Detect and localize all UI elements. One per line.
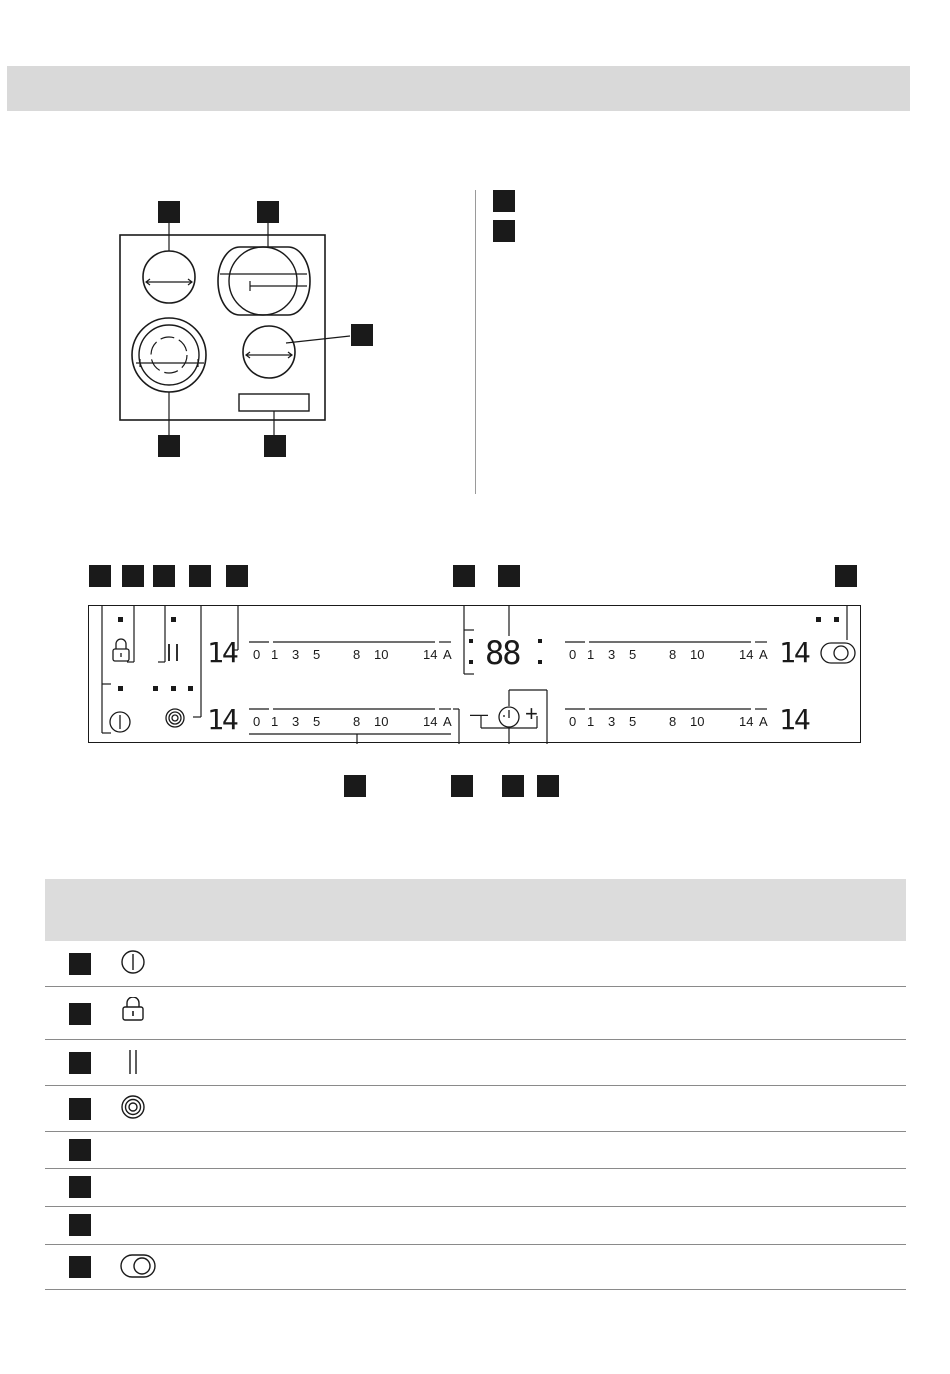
power-level-label[interactable]: 5 [629,714,637,729]
row-marker [69,1139,91,1161]
lock-icon [113,639,129,661]
row-marker [69,1052,91,1074]
power-level-label[interactable]: 14 [739,647,754,662]
power-level-label[interactable]: 8 [353,647,361,662]
power-level-label[interactable]: 1 [587,647,595,662]
power-level-label[interactable]: 5 [313,647,321,662]
power-level-label[interactable]: 0 [253,714,261,729]
power-level-label[interactable]: 10 [374,714,389,729]
power-scale-front-left[interactable] [253,647,453,663]
pause-icon [120,1048,146,1076]
power-level-label[interactable]: 10 [374,647,389,662]
callout-marker [158,201,180,223]
table-row [45,1086,906,1132]
cooking-zone-oval [218,223,310,315]
zone-display-front-right: 14 [779,636,809,669]
callout-marker [153,565,175,587]
callout-marker [122,565,144,587]
row-marker [69,953,91,975]
power-level-label[interactable]: 14 [739,714,754,729]
row-marker [69,1098,91,1120]
power-level-label[interactable]: 14 [423,647,438,662]
table-row [45,1040,906,1086]
zone-display-rear-right: 14 [779,703,809,736]
lock-icon [120,997,146,1023]
power-level-label[interactable]: 10 [690,714,705,729]
power-scale-rear-right[interactable] [569,714,769,730]
legend-marker [493,220,515,242]
power-level-label[interactable]: A [759,647,768,662]
power-level-label[interactable]: A [443,714,452,729]
power-level-label[interactable]: 0 [569,647,577,662]
row-marker [69,1214,91,1236]
timer-minus-button[interactable]: — [470,704,488,724]
callout-marker [344,775,366,797]
legend-marker [493,190,515,212]
callout-marker [351,324,373,346]
callout-marker [189,565,211,587]
cooking-zone-double [132,318,206,435]
callout-marker [453,565,475,587]
power-level-label[interactable]: 8 [669,647,677,662]
table-row [45,941,906,987]
power-level-label[interactable]: 3 [292,714,300,729]
callout-marker [264,435,286,457]
power-level-label[interactable]: 1 [271,647,279,662]
power-level-label[interactable]: A [759,714,768,729]
table-row [45,987,906,1040]
zone-display-front-left: 14 [207,636,237,669]
power-scale-front-right[interactable] [569,647,769,663]
cooking-zone-rear-right [243,326,350,378]
bridge-zone-icon [120,1094,146,1120]
power-level-label[interactable]: 3 [608,647,616,662]
callout-marker [537,775,559,797]
timer-display: 88 [485,634,520,672]
table-row [45,1132,906,1169]
power-icon [120,949,146,975]
callout-marker [158,435,180,457]
timer-plus-button[interactable]: + [525,701,538,726]
table-row [45,1207,906,1245]
column-divider [475,190,476,494]
table-row [45,1169,906,1207]
zone-display-rear-left: 14 [207,703,237,736]
table-header [45,879,906,941]
control-panel [88,605,861,743]
power-scale-rear-left[interactable] [253,714,453,730]
power-level-label[interactable]: 1 [271,714,279,729]
table-row [45,1245,906,1290]
callout-marker [498,565,520,587]
power-level-label[interactable]: 14 [423,714,438,729]
power-level-label[interactable]: 3 [608,714,616,729]
power-level-label[interactable]: 5 [629,647,637,662]
callout-marker [257,201,279,223]
row-marker [69,1176,91,1198]
power-level-label[interactable]: 5 [313,714,321,729]
row-marker [69,1003,91,1025]
control-panel-outline [239,394,309,411]
callout-marker [502,775,524,797]
callout-marker [226,565,248,587]
callout-marker [89,565,111,587]
hob-outline [120,235,325,420]
power-level-label[interactable]: 3 [292,647,300,662]
callout-marker [835,565,857,587]
row-marker [69,1256,91,1278]
header-band [7,66,910,111]
callout-marker [451,775,473,797]
power-level-label[interactable]: 0 [253,647,261,662]
power-level-label[interactable]: 1 [587,714,595,729]
toggle-icon [120,1254,156,1278]
power-level-label[interactable]: 8 [669,714,677,729]
power-level-label[interactable]: A [443,647,452,662]
power-level-label[interactable]: 8 [353,714,361,729]
hob-layout-diagram [110,195,380,465]
power-level-label[interactable]: 0 [569,714,577,729]
power-level-label[interactable]: 10 [690,647,705,662]
